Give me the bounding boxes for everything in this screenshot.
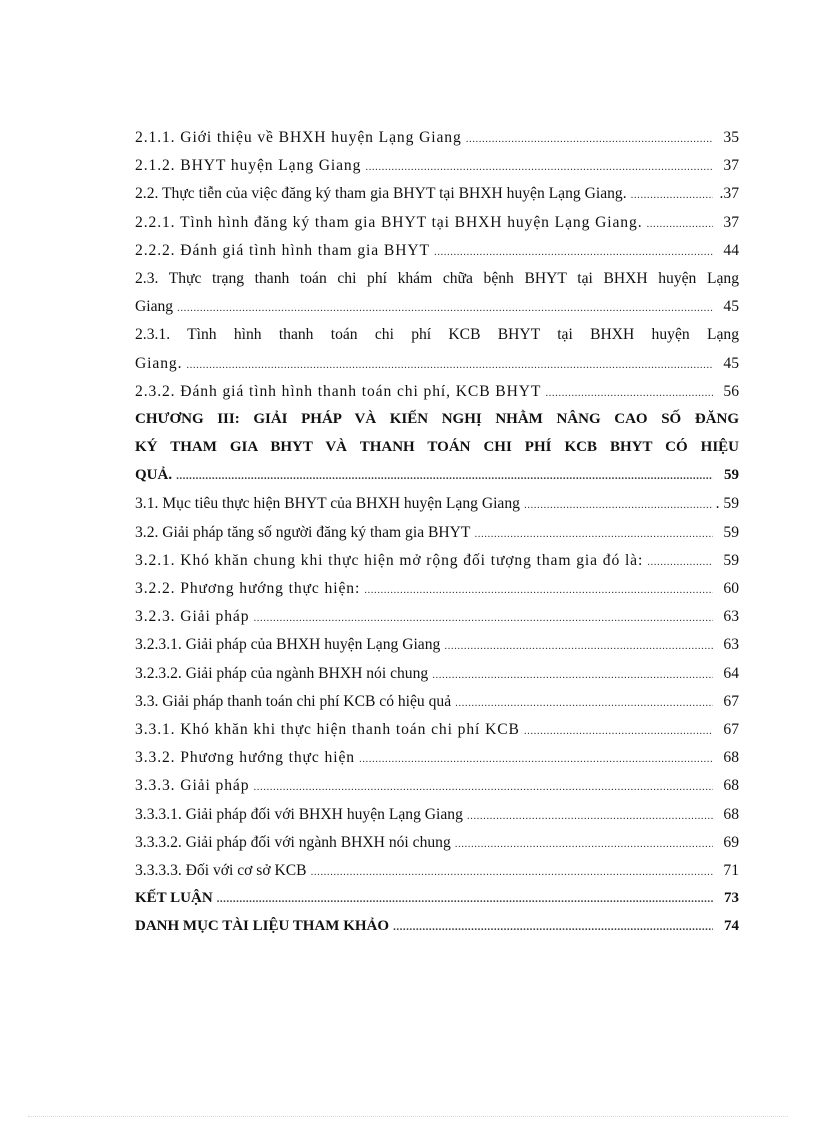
toc-leader [455, 697, 713, 709]
toc-entry [135, 242, 739, 270]
toc-entry-title: 3.1. Mục tiêu thực hiện BHYT của BHXH huyện Lạng Giang [135, 495, 520, 513]
toc-entry-page: 63 [723, 608, 739, 626]
toc-leader [311, 866, 713, 878]
toc-entry-title: DANH MỤC TÀI LIỆU THAM KHẢO [135, 918, 390, 935]
toc-entry [135, 298, 739, 326]
toc-entry-line [135, 326, 739, 354]
toc-entry-line [135, 270, 739, 298]
toc-entry [135, 524, 739, 552]
toc-entry-page: 63 [723, 636, 739, 654]
toc-leader [474, 528, 713, 540]
toc-entry-page: 60 [723, 580, 739, 597]
toc-leader [545, 387, 713, 399]
toc-entry-page: 56 [723, 382, 739, 400]
toc-entry-title: KẾT LUẬN [135, 890, 213, 907]
toc-entry [135, 862, 739, 890]
toc-entry [135, 693, 739, 721]
toc-leader [455, 838, 713, 850]
table-of-contents [135, 129, 739, 946]
toc-entry-title: 3.2.3.2. Giải pháp của ngành BHXH nói chung [135, 664, 429, 682]
toc-entry-page: 67 [723, 720, 739, 738]
toc-leader [524, 499, 712, 511]
toc-chapter-title-continued: KÝ THAM GIA BHYT VÀ THANH TOÁN CHI PHÍ KCB BHYT CÓ HIỆU [135, 439, 739, 456]
toc-entry [135, 495, 739, 523]
toc-entry-page: 68 [723, 749, 739, 767]
toc-entry [135, 157, 739, 185]
toc-entry [135, 580, 739, 608]
toc-entry-page: 37 [723, 157, 739, 175]
toc-entry-page: 59 [724, 467, 739, 484]
toc-entry [135, 552, 739, 580]
toc-entry [135, 777, 739, 805]
toc-entry [135, 636, 739, 664]
toc-entry-page: . 59 [715, 495, 739, 513]
toc-entry-title: 3.2.3. Giải pháp [135, 608, 250, 626]
toc-entry-title: 2.2.2. Đánh giá tình hình tham gia BHYT [135, 241, 430, 259]
toc-entry-title: 3.3. Giải pháp thanh toán chi phí KCB có hiệu quả [135, 692, 452, 710]
toc-leader [432, 669, 713, 681]
toc-leader [434, 246, 713, 258]
toc-entry-title: 2.3.1. Tình hình thanh toán chi phí KCB BHYT tại BHXH huyện Lạng [135, 326, 739, 344]
toc-entry [135, 834, 739, 862]
toc-entry-title: 3.3.1. Khó khăn khi thực hiện thanh toán chi phí KCB [135, 720, 520, 738]
toc-entry-page: .37 [719, 185, 739, 203]
toc-entry-page: 69 [723, 833, 739, 851]
toc-entry-page: 64 [723, 664, 739, 682]
toc-entry-title-continued: Giang. [135, 354, 183, 372]
toc-entry-title: 3.3.2. Phương hướng thực hiện [135, 749, 355, 767]
toc-leader [365, 161, 713, 173]
toc-leader [647, 218, 714, 230]
page-bottom-rule [28, 1116, 788, 1117]
toc-entry-title: 2.2. Thực tiễn của việc đăng ký tham gia BHYT tại BHXH huyện Lạng Giang. [135, 185, 627, 203]
toc-entry-title: 3.2.3.1. Giải pháp của BHXH huyện Lạng Giang [135, 636, 441, 654]
toc-entry-page: 45 [723, 354, 739, 372]
toc-conclusion-entry [135, 890, 739, 918]
toc-leader [647, 556, 713, 568]
toc-entry [135, 806, 739, 834]
toc-entry [135, 383, 739, 411]
toc-entry [135, 355, 739, 383]
toc-entry-title: 3.2. Giải pháp tăng số người đăng ký tham gia BHYT [135, 523, 471, 541]
toc-entry-page: 68 [723, 777, 739, 795]
toc-entry-page: 71 [723, 861, 739, 879]
toc-entry-title: 3.2.2. Phương hướng thực hiện: [135, 580, 361, 597]
toc-leader [524, 725, 713, 737]
toc-entry [135, 129, 739, 157]
toc-entry-title: 3.3.3.3. Đối với cơ sở KCB [135, 861, 307, 879]
toc-entry-title: 2.1.1. Giới thiệu về BHXH huyện Lạng Giang [135, 129, 462, 146]
toc-entry [135, 608, 739, 636]
toc-entry [135, 185, 739, 213]
toc-entry-title: 2.3.2. Đánh giá tình hình thanh toán chi phí, KCB BHYT [135, 382, 542, 400]
toc-entry [135, 665, 739, 693]
toc-chapter-entry [135, 467, 739, 495]
toc-entry-page: 74 [724, 918, 739, 935]
toc-entry-page: 73 [724, 890, 739, 907]
toc-leader [393, 921, 713, 933]
toc-entry-page: 67 [723, 692, 739, 710]
toc-entry-title: 3.3.3. Giải pháp [135, 777, 250, 795]
toc-entry [135, 749, 739, 777]
toc-leader [631, 189, 713, 201]
toc-leader [253, 781, 713, 793]
toc-references-entry [135, 918, 739, 946]
toc-leader [444, 640, 713, 652]
toc-chapter-line [135, 411, 739, 439]
toc-leader [364, 584, 713, 596]
toc-entry [135, 214, 739, 242]
toc-entry-page: 37 [723, 213, 739, 231]
toc-entry-title-continued: Giang [135, 298, 174, 316]
toc-leader [466, 133, 713, 145]
toc-chapter-title: CHƯƠNG III: GIẢI PHÁP VÀ KIẾN NGHỊ NHẰM NÂNG CAO SỐ ĐĂNG [135, 410, 739, 427]
toc-entry-page: 59 [723, 523, 739, 541]
toc-entry-title: 2.3. Thực trạng thanh toán chi phí khám chữa bệnh BHYT tại BHXH huyện Lạng [135, 269, 739, 287]
toc-entry-page: 44 [723, 241, 739, 259]
toc-entry-page: 68 [723, 805, 739, 823]
toc-entry-title: 2.2.1. Tình hình đăng ký tham gia BHYT tại BHXH huyện Lạng Giang. [135, 213, 643, 231]
toc-entry-page: 59 [723, 551, 739, 569]
toc-leader [359, 753, 713, 765]
toc-leader [186, 359, 713, 371]
toc-entry-title: 2.1.2. BHYT huyện Lạng Giang [135, 157, 362, 175]
toc-leader [176, 470, 713, 482]
toc-entry [135, 721, 739, 749]
toc-leader [467, 810, 713, 822]
toc-leader [253, 612, 713, 624]
toc-chapter-title-continued: QUẢ. [135, 467, 173, 484]
toc-leader [177, 302, 713, 314]
toc-entry-page: 35 [723, 129, 739, 146]
toc-entry-title: 3.2.1. Khó khăn chung khi thực hiện mở rộng đối tượng tham gia đó là: [135, 551, 644, 569]
toc-entry-page: 45 [723, 298, 739, 316]
toc-entry-title: 3.3.3.2. Giải pháp đối với ngành BHXH nói chung [135, 833, 451, 851]
toc-leader [217, 893, 713, 905]
toc-chapter-line [135, 439, 739, 467]
toc-entry-title: 3.3.3.1. Giải pháp đối với BHXH huyện Lạng Giang [135, 805, 463, 823]
